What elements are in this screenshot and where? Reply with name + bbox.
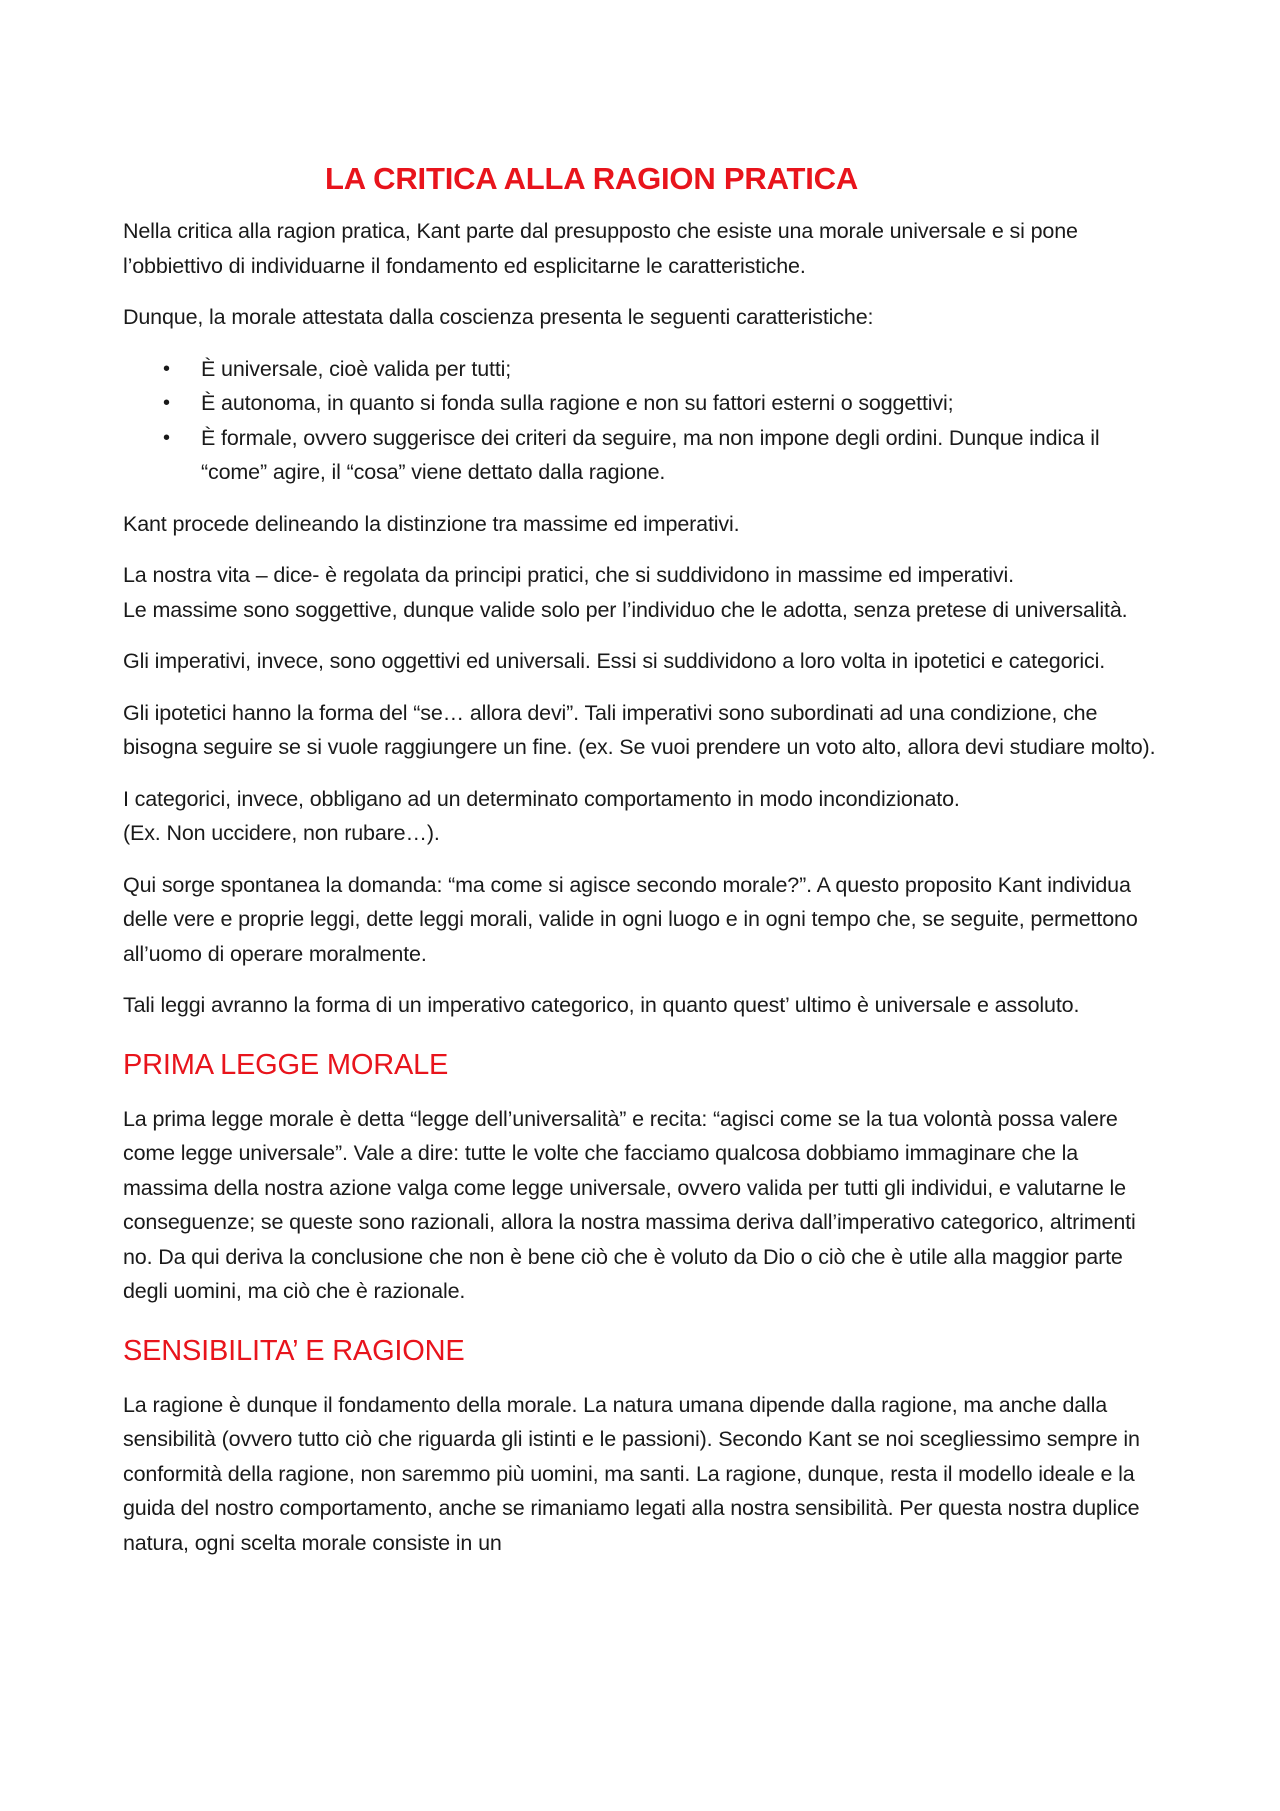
list-item-text: È universale, cioè valida per tutti; xyxy=(201,356,512,381)
paragraph-line: Le massime sono soggettive, dunque valide solo per l’individuo che le adotta, senza pretese di universalità. xyxy=(123,597,1128,622)
list-item xyxy=(123,352,1168,387)
characteristics-list xyxy=(123,352,1168,490)
document-title: LA CRITICA ALLA RAGION PRATICA xyxy=(325,161,859,196)
paragraph-tali-leggi: Tali leggi avranno la forma di un imperativo categorico, in quanto quest’ ultimo è universale e assoluto. xyxy=(123,993,1080,1017)
document-body xyxy=(123,158,1168,1577)
section-heading-sensibilita: SENSIBILITA’ E RAGIONE xyxy=(123,1334,465,1367)
list-item-text: È autonoma, in quanto si fonda sulla ragione e non su fattori esterni o soggettivi; xyxy=(201,391,954,415)
bullet-icon: • xyxy=(163,426,170,449)
paragraph-prima-legge: La prima legge morale è detta “legge dell’universalità” e recita: “agisci come se la tua volontà possa valere come legge universale”. Vale a dire: tutte le volte che facciamo qualcosa dobbiamo immaginare che la massima della nostra azione valga come legge universale, ovvero valida per tutti gli individui, e valutarne le conseguenze; se queste sono razionali, allora la nostra massima deriva dall’imperativo categorico, altrimenti no. Da qui deriva la conclusione che non è bene ciò che è voluto da Dio o ciò che è utile alla maggior parte degli uomini, ma ciò che è razionale. xyxy=(123,1106,1136,1303)
list-item xyxy=(123,421,1168,490)
paragraph-characteristics: Dunque, la morale attestata dalla coscienza presenta le seguenti caratteristiche: xyxy=(123,305,874,329)
paragraph-line: (Ex. Non uccidere, non rubare…). xyxy=(123,821,440,845)
list-item-text: È formale, ovvero suggerisce dei criteri da seguire, ma non impone degli ordini. Dunque indica il “come” agire, il “cosa” viene dettato dalla ragione. xyxy=(201,425,1100,484)
list-item xyxy=(123,386,1168,421)
paragraph-kant-procede: Kant procede delineando la distinzione tra massime ed imperativi. xyxy=(123,511,740,536)
paragraph-ipotetici: Gli ipotetici hanno la forma del “se… allora devi”. Tali imperativi sono subordinati ad una condizione, che bisogna seguire se si vuole raggiungere un fine. (ex. Se vuoi prendere un voto alto, allora devi studiare molto). xyxy=(123,700,1156,759)
bullet-icon: • xyxy=(163,392,170,414)
section-heading-prima-legge: PRIMA LEGGE MORALE xyxy=(123,1048,449,1081)
bullet-icon: • xyxy=(163,357,170,380)
paragraph-intro: Nella critica alla ragion pratica, Kant parte dal presupposto che esiste una morale universale e si pone l’obbiettivo di individuarne il fondamento ed esplicitarne le caratteristiche. xyxy=(123,219,1078,278)
paragraph-domanda: Qui sorge spontanea la domanda: “ma come si agisce secondo morale?”. A questo proposito Kant individua delle vere e proprie leggi, dette leggi morali, valide in ogni luogo e in ogni tempo che, se seguite, permettono all’uomo di operare moralmente. xyxy=(123,872,1138,966)
paragraph-imperativi: Gli imperativi, invece, sono oggettivi ed universali. Essi si suddividono a loro volta in ipotetici e categorici. xyxy=(123,649,1106,673)
paragraph-massime xyxy=(123,558,1168,627)
paragraph-categorici xyxy=(123,782,1168,851)
paragraph-sensibilita: La ragione è dunque il fondamento della morale. La natura umana dipende dalla ragione, ma anche dalla sensibilità (ovvero tutto ciò che riguarda gli istinti e le passioni). Secondo Kant se noi scegliessimo sempre in conformità della ragione, non saremmo più uomini, ma santi. La ragione, dunque, resta il modello ideale e la guida del nostro comportamento, anche se rimaniamo legati alla nostra sensibilità. Per questa nostra duplice natura, ogni scelta morale consiste in un xyxy=(123,1392,1140,1555)
paragraph-line: I categorici, invece, obbligano ad un determinato comportamento in modo incondizionato. xyxy=(123,786,960,811)
paragraph-line: La nostra vita – dice- è regolata da principi pratici, che si suddividono in massime ed imperativi. xyxy=(123,563,1014,587)
